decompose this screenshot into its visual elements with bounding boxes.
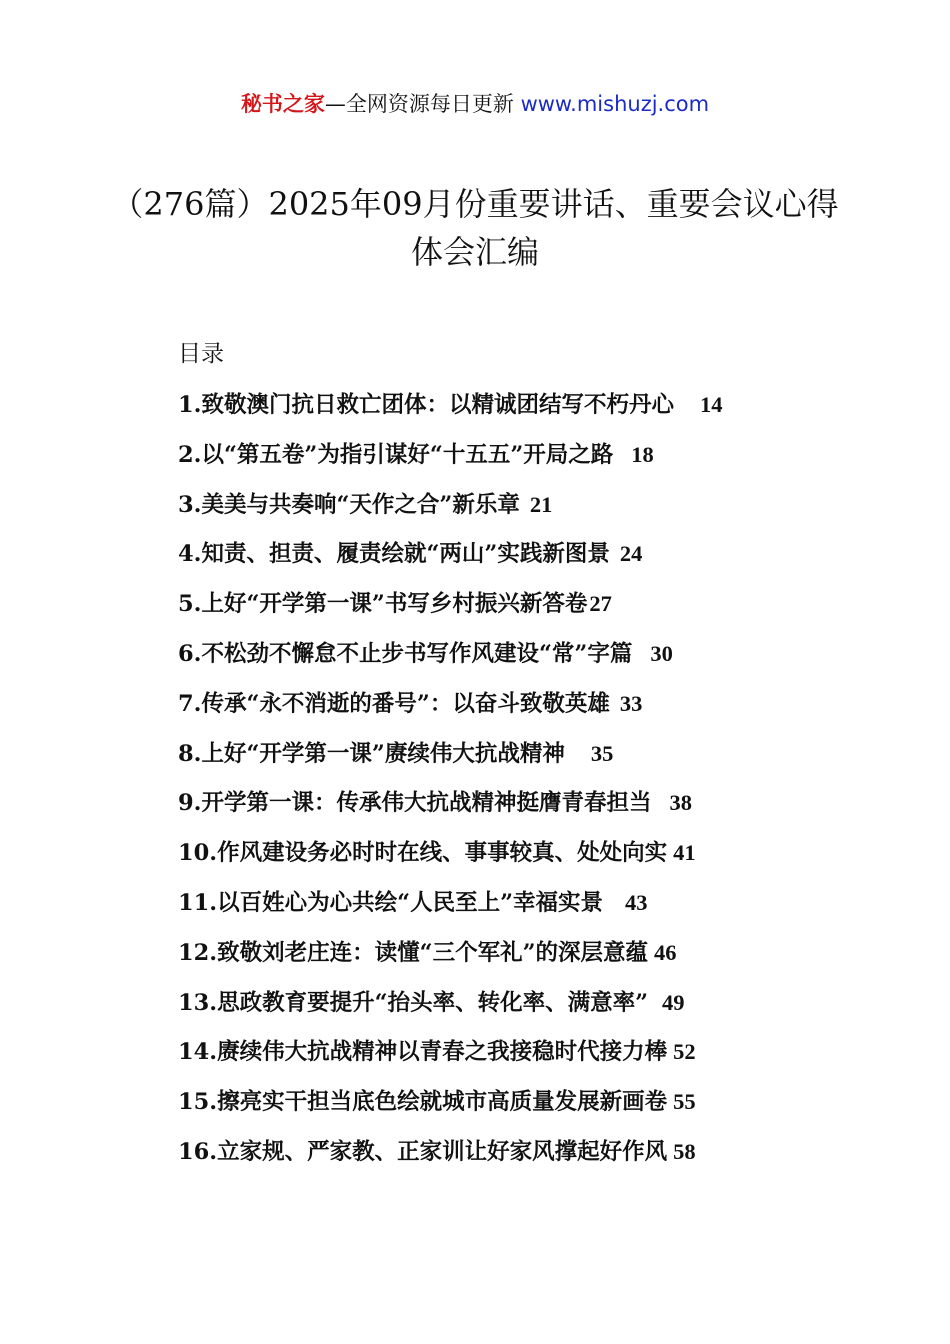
header-tagline: —全网资源每日更新 <box>324 92 521 116</box>
toc-item[interactable] <box>178 438 818 488</box>
toc-item-page: 43 <box>625 889 648 915</box>
toc-item[interactable] <box>178 936 818 986</box>
table-of-contents <box>178 388 818 1185</box>
toc-item[interactable] <box>178 1135 818 1185</box>
toc-item-page: 58 <box>673 1138 696 1164</box>
toc-item-page: 52 <box>673 1039 696 1065</box>
brand-name: 秘书之家 <box>240 92 325 116</box>
toc-item-text: 13.思政教育要提升“抬头率、转化率、满意率” <box>178 989 649 1016</box>
toc-item-page: 18 <box>631 441 654 467</box>
toc-item-text: 15.擦亮实干担当底色绘就城市高质量发展新画卷 <box>178 1089 668 1116</box>
toc-item-page: 46 <box>654 939 677 965</box>
toc-item[interactable] <box>178 836 818 886</box>
toc-item-page: 27 <box>589 591 612 617</box>
toc-item[interactable] <box>178 886 818 936</box>
toc-item-page: 38 <box>669 790 692 816</box>
toc-item-text: 4.知责、担责、履责绘就“两山”实践新图景 <box>178 541 610 568</box>
toc-item-text: 1.致敬澳门抗日救亡团体：以精诚团结写不朽丹心 <box>178 392 674 418</box>
toc-item-text: 3.美美与共奏响“天作之合”新乐章 <box>178 491 520 518</box>
toc-item-page: 21 <box>529 491 553 517</box>
toc-item[interactable] <box>178 786 818 836</box>
toc-item-text: 8.上好“开学第一课”赓续伟大抗战精神 <box>178 740 565 767</box>
toc-item-text: 7.传承“永不消逝的番号”：以奋斗致敬英雄 <box>178 690 610 717</box>
toc-item-text: 14.赓续伟大抗战精神以青春之我接稳时代接力棒 <box>178 1039 668 1066</box>
toc-item-text: 10.作风建设务必时时在线、事事较真、处处向实 <box>178 840 668 867</box>
toc-item[interactable] <box>178 687 818 737</box>
toc-item-page: 14 <box>700 392 723 417</box>
toc-item-text: 12.致敬刘老庄连：读懂“三个军礼”的深层意蕴 <box>178 939 649 966</box>
toc-item-text: 9.开学第一课：传承伟大抗战精神挺膺青春担当 <box>178 790 652 817</box>
toc-item[interactable] <box>178 1085 818 1135</box>
toc-item[interactable] <box>178 587 818 637</box>
toc-item-page: 30 <box>650 640 673 666</box>
toc-item[interactable] <box>178 488 818 538</box>
toc-item-text: 6.不松劲不懈怠不止步书写作风建设“常”字篇 <box>178 640 633 667</box>
site-url-link[interactable]: www.mishuzj.com <box>520 92 710 116</box>
toc-item[interactable] <box>178 1035 818 1085</box>
toc-item-page: 33 <box>619 690 643 716</box>
toc-item-page: 24 <box>619 541 643 567</box>
toc-item[interactable] <box>178 537 818 587</box>
toc-item-page: 49 <box>662 989 685 1015</box>
toc-item-page: 41 <box>673 840 696 866</box>
toc-item[interactable] <box>178 637 818 687</box>
toc-heading: 目录 <box>178 341 224 367</box>
document-title: （276篇）2025年09月份重要讲话、重要会议心得体会汇编 <box>111 185 839 271</box>
toc-item-text: 5.上好“开学第一课”书写乡村振兴新答卷 <box>178 591 588 618</box>
toc-item-page: 35 <box>590 740 614 766</box>
toc-item-text: 16.立家规、严家教、正家训让好家风撑起好作风 <box>178 1138 668 1165</box>
toc-item[interactable] <box>178 986 818 1036</box>
toc-item-page: 55 <box>673 1089 696 1115</box>
toc-item-text: 2.以“第五卷”为指引谋好“十五五”开局之路 <box>178 441 614 468</box>
toc-item-text: 11.以百姓心为心共绘“人民至上”幸福实景 <box>178 889 604 916</box>
toc-item[interactable] <box>178 388 818 438</box>
toc-item[interactable] <box>178 737 818 787</box>
site-header <box>0 88 950 120</box>
